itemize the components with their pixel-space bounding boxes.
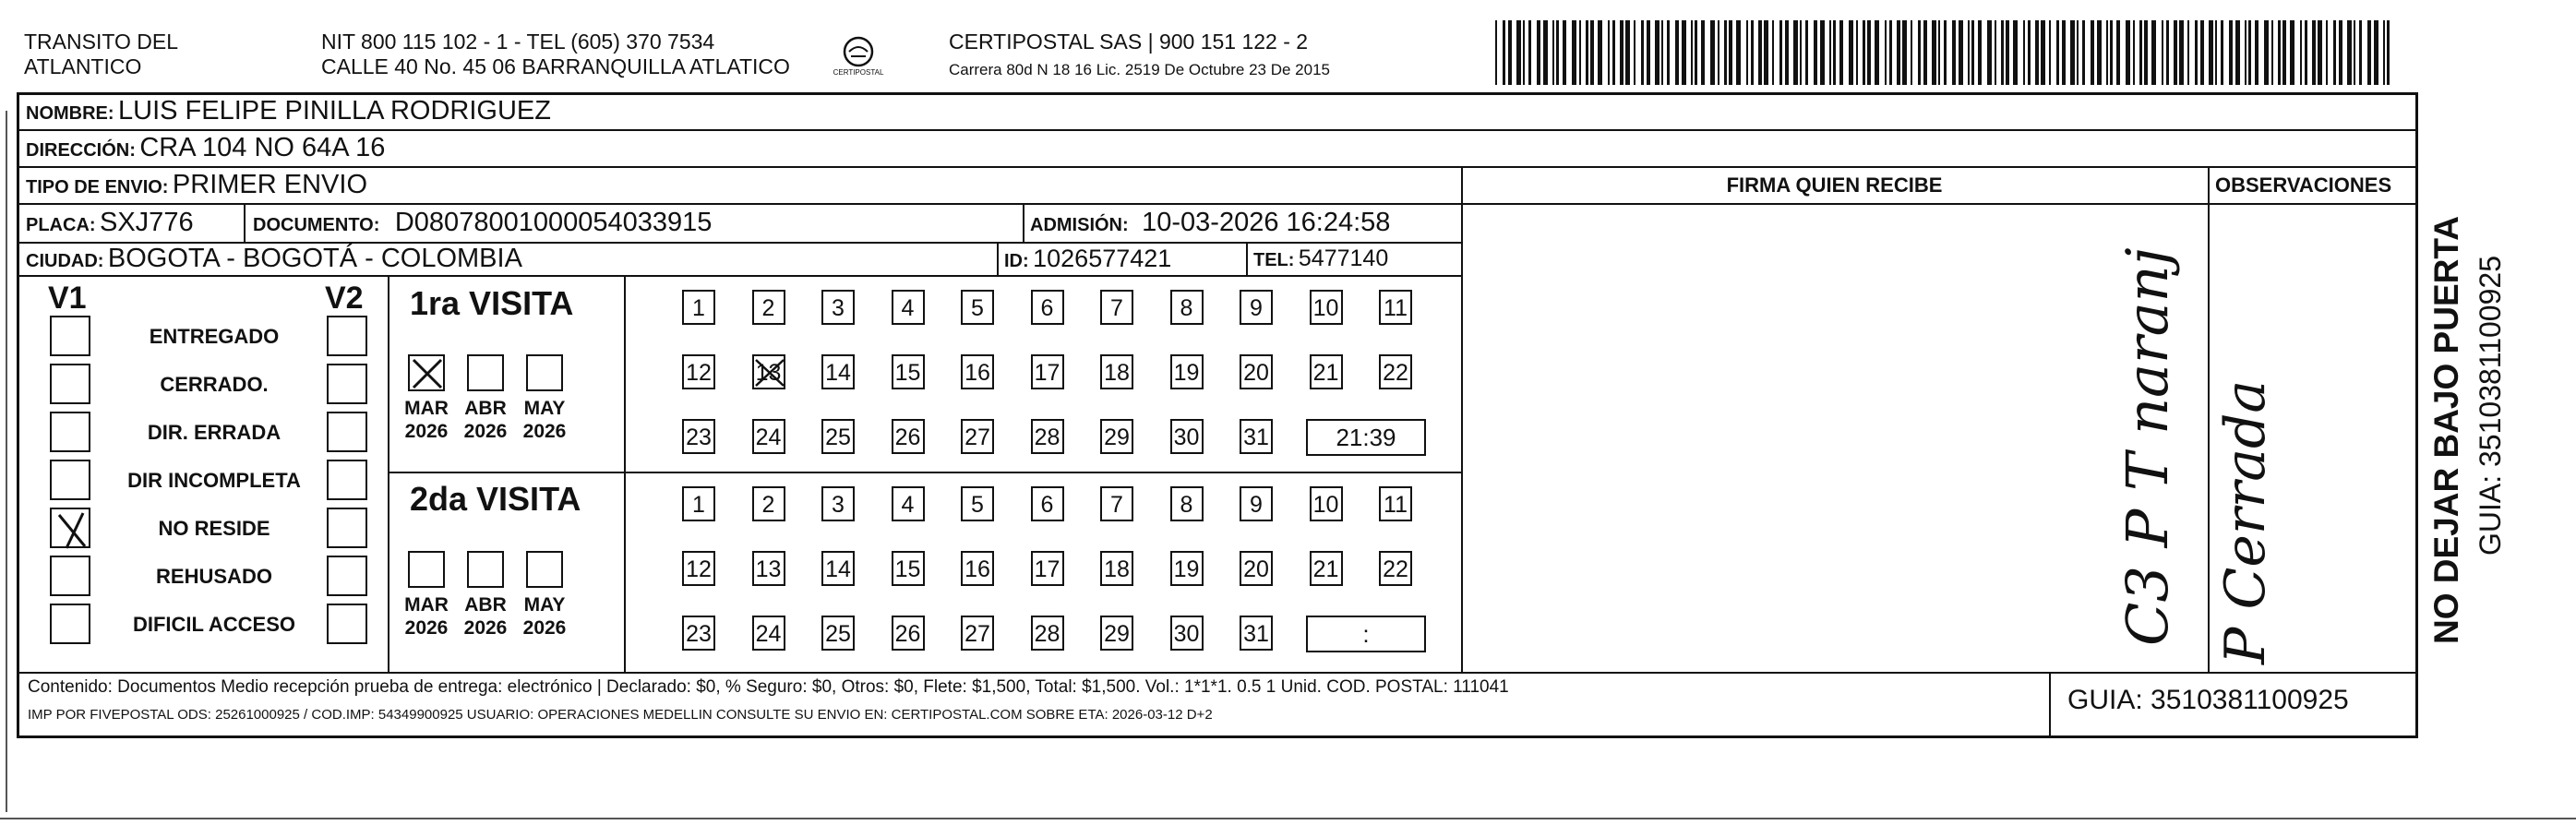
v2-checkbox[interactable]	[327, 508, 367, 548]
carrier-name: CERTIPOSTAL SAS | 900 151 122 - 2	[949, 30, 1309, 54]
guia-box: GUIA: 3510381100925	[2067, 685, 2349, 715]
barcode-bar	[2049, 20, 2051, 85]
month-year: 2026	[522, 421, 567, 442]
barcode-bar	[1856, 20, 1858, 85]
day-box[interactable]: 26	[892, 616, 925, 651]
barcode-bar	[2271, 20, 2273, 85]
placa-value: SXJ776	[100, 208, 194, 237]
day-box[interactable]: 22	[1379, 551, 1412, 586]
barcode-bar	[1641, 20, 1644, 85]
month-label	[401, 593, 452, 640]
first-visit-title: 1ra VISITA	[410, 284, 574, 322]
barcode-bar	[1608, 20, 1610, 85]
barcode-bar	[1758, 20, 1762, 85]
barcode-bar	[1537, 20, 1540, 85]
month-year: 2026	[463, 617, 508, 639]
barcode-bar	[2264, 20, 2269, 85]
v2-checkbox[interactable]	[327, 364, 367, 404]
barcode-bar	[1911, 20, 1912, 85]
v1-checkbox[interactable]	[50, 604, 90, 644]
barcode-bar	[2106, 20, 2108, 85]
v2-label: V2	[325, 281, 364, 316]
tipo-envio-label: TIPO DE ENVIO:	[26, 177, 169, 197]
x-mark-icon	[754, 356, 787, 391]
month-year: 2026	[404, 421, 449, 442]
no-dejar-warning: NO DEJAR BAJO PUERTA	[2427, 216, 2465, 644]
barcode-bar	[1944, 20, 1947, 85]
barcode-bar	[2077, 20, 2079, 85]
barcode-bar	[2347, 20, 2352, 85]
day-box[interactable]: 25	[821, 616, 855, 651]
barcode-bar	[1902, 20, 1907, 85]
barcode-bar	[1528, 20, 1531, 85]
barcode-bar	[2116, 20, 2120, 85]
month-label	[401, 397, 452, 443]
month-year: 2026	[522, 617, 567, 639]
barcode-bar	[1634, 20, 1635, 85]
barcode-bar	[1598, 20, 1602, 85]
barcode-bar	[2126, 20, 2130, 85]
ciudad-field	[26, 243, 522, 279]
time-box[interactable]: :	[1306, 616, 1426, 652]
day-box[interactable]: 28	[1031, 419, 1064, 454]
barcode-bar	[2179, 20, 2184, 85]
barcode	[1495, 20, 2400, 85]
barcode-bar	[1612, 20, 1615, 85]
barcode-bar	[1800, 20, 1802, 85]
v2-checkbox[interactable]	[327, 412, 367, 452]
v1-checkbox[interactable]	[50, 460, 90, 500]
barcode-bar	[1579, 20, 1581, 85]
day-box[interactable]: 21	[1310, 354, 1343, 389]
x-mark-icon	[52, 509, 92, 550]
barcode-bar	[2383, 20, 2385, 85]
barcode-bar	[1764, 20, 1768, 85]
direccion-value: CRA 104 NO 64A 16	[139, 133, 386, 162]
month-name: ABR	[464, 594, 507, 616]
id-field	[1004, 243, 1171, 279]
day-box[interactable]: 2	[752, 290, 785, 325]
month-year: 2026	[404, 617, 449, 639]
day-box[interactable]: 16	[961, 354, 994, 389]
status-label: NO RESIDE	[158, 517, 270, 540]
id-value: 1026577421	[1033, 245, 1172, 272]
day-box[interactable]: 4	[892, 486, 925, 521]
day-box[interactable]: 20	[1240, 551, 1273, 586]
day-box[interactable]: 12	[682, 551, 715, 586]
day-box[interactable]: 27	[961, 616, 994, 651]
day-box[interactable]: 17	[1031, 354, 1064, 389]
day-box[interactable]: 19	[1170, 354, 1204, 389]
tel-field	[1253, 243, 1388, 278]
barcode-bar	[2062, 20, 2066, 85]
signature-handwriting: C3 P T naranj	[2114, 247, 2181, 646]
day-box[interactable]: 18	[1100, 551, 1133, 586]
month-label	[460, 397, 511, 443]
barcode-bar	[1495, 20, 1497, 85]
barcode-bar	[1867, 20, 1871, 85]
day-box[interactable]: 29	[1100, 419, 1133, 454]
barcode-bar	[2367, 20, 2371, 85]
barcode-bar	[1691, 20, 1693, 85]
barcode-bar	[2278, 20, 2281, 85]
tel-label: TEL:	[1253, 250, 1295, 270]
tel-value: 5477140	[1298, 245, 1389, 271]
barcode-bar	[2339, 20, 2342, 85]
status-label: DIR. ERRADA	[147, 421, 282, 444]
barcode-bar	[2006, 20, 2009, 85]
admision-value: 10-03-2026 16:24:58	[1142, 208, 1391, 237]
barcode-bar	[2195, 20, 2198, 85]
barcode-bar	[1746, 20, 1748, 85]
day-box[interactable]: 10	[1310, 290, 1343, 325]
month-checkbox[interactable]	[408, 354, 445, 391]
barcode-bar	[2097, 20, 2102, 85]
day-box[interactable]: 31	[1240, 616, 1273, 651]
day-box[interactable]: 16	[961, 551, 994, 586]
barcode-bar	[2144, 20, 2148, 85]
barcode-bar	[1710, 20, 1715, 85]
v1-checkbox[interactable]	[50, 364, 90, 404]
month-checkbox[interactable]	[467, 551, 504, 588]
barcode-bar	[2133, 20, 2135, 85]
day-box[interactable]: 29	[1100, 616, 1133, 651]
barcode-bar	[2162, 20, 2163, 85]
firma-header: FIRMA QUIEN RECIBE	[1726, 173, 1943, 197]
day-box[interactable]: 30	[1170, 419, 1204, 454]
day-box[interactable]: 12	[682, 354, 715, 389]
barcode-bar	[2166, 20, 2169, 85]
month-name: MAR	[404, 594, 449, 616]
barcode-bar	[2359, 20, 2362, 85]
status-label: DIR INCOMPLETA	[127, 469, 301, 492]
barcode-bar	[2151, 20, 2156, 85]
day-box[interactable]: 24	[752, 419, 785, 454]
id-label: ID:	[1004, 251, 1029, 271]
v2-checkbox[interactable]	[327, 604, 367, 644]
barcode-bar	[1938, 20, 1940, 85]
barcode-bar	[1590, 20, 1594, 85]
barcode-bar	[1971, 20, 1974, 85]
day-box[interactable]: 15	[892, 354, 925, 389]
barcode-bar	[1849, 20, 1853, 85]
barcode-bar	[1772, 20, 1774, 85]
day-box[interactable]: 13	[752, 551, 785, 586]
second-visit-title: 2da VISITA	[410, 480, 581, 518]
tipo-envio-field	[26, 169, 367, 205]
day-box[interactable]: 17	[1031, 551, 1064, 586]
sender-name-line2: ATLANTICO	[24, 54, 142, 78]
barcode-bar	[2282, 20, 2286, 85]
barcode-bar	[1523, 20, 1525, 85]
month-checkbox[interactable]	[467, 354, 504, 391]
v2-checkbox[interactable]	[327, 460, 367, 500]
month-name: MAY	[523, 398, 566, 419]
barcode-bar	[2041, 20, 2045, 85]
v1-checkbox[interactable]	[50, 316, 90, 356]
barcode-bar	[1729, 20, 1732, 85]
barcode-bar	[1918, 20, 1921, 85]
barcode-bar	[1889, 20, 1892, 85]
barcode-bar	[2209, 20, 2213, 85]
day-box[interactable]: 3	[821, 290, 855, 325]
day-box[interactable]: 7	[1100, 290, 1133, 325]
barcode-bar	[1805, 20, 1808, 85]
day-box[interactable]: 1	[682, 486, 715, 521]
day-box[interactable]: 11	[1379, 486, 1412, 521]
barcode-bar	[1839, 20, 1843, 85]
v1-label: V1	[48, 281, 87, 316]
day-box[interactable]: 23	[682, 419, 715, 454]
barcode-bar	[2174, 20, 2177, 85]
barcode-bar	[1625, 20, 1630, 85]
day-box[interactable]: 11	[1379, 290, 1412, 325]
month-year: 2026	[463, 421, 508, 442]
barcode-bar	[2374, 20, 2378, 85]
day-box[interactable]: 28	[1031, 616, 1064, 651]
barcode-bar	[1932, 20, 1936, 85]
barcode-bar	[1897, 20, 1900, 85]
barcode-bar	[1736, 20, 1741, 85]
day-box[interactable]: 15	[892, 551, 925, 586]
day-box[interactable]: 26	[892, 419, 925, 454]
barcode-bar	[1923, 20, 1927, 85]
barcode-bar	[1701, 20, 1705, 85]
barcode-bar	[1959, 20, 1963, 85]
barcode-bar	[2023, 20, 2025, 85]
barcode-bar	[2082, 20, 2085, 85]
nombre-label: NOMBRE:	[26, 103, 114, 124]
barcode-bar	[1875, 20, 1879, 85]
status-label: CERRADO.	[160, 373, 269, 396]
barcode-bar	[1508, 20, 1512, 85]
day-box[interactable]: 7	[1100, 486, 1133, 521]
v2-checkbox[interactable]	[327, 556, 367, 596]
documento-field	[253, 207, 712, 243]
barcode-bar	[1675, 20, 1679, 85]
barcode-bar	[2056, 20, 2059, 85]
status-label: REHUSADO	[156, 565, 272, 588]
logo-text: CERTIPOSTAL	[833, 68, 884, 77]
barcode-bar	[1952, 20, 1956, 85]
barcode-bar	[2187, 20, 2189, 85]
tipo-envio-value: PRIMER ENVIO	[172, 170, 368, 199]
day-box[interactable]: 23	[682, 616, 715, 651]
ciudad-label: CIUDAD:	[26, 251, 104, 271]
barcode-bar	[1718, 20, 1719, 85]
barcode-bar	[2300, 20, 2302, 85]
barcode-bar	[1661, 20, 1663, 85]
barcode-bar	[1724, 20, 1727, 85]
day-box[interactable]: 2	[752, 486, 785, 521]
barcode-bar	[2200, 20, 2204, 85]
placa-label: PLACA:	[26, 215, 96, 235]
status-label: DIFICIL ACCESO	[132, 613, 295, 636]
barcode-bar	[1863, 20, 1865, 85]
barcode-bar	[1885, 20, 1887, 85]
placa-field	[26, 207, 194, 243]
day-box[interactable]: 10	[1310, 486, 1343, 521]
barcode-bar	[1751, 20, 1754, 85]
month-checkbox[interactable]	[526, 354, 563, 391]
v1-checkbox[interactable]	[50, 556, 90, 596]
day-box[interactable]: 5	[961, 486, 994, 521]
carrier-address: Carrera 80d N 18 16 Lic. 2519 De Octubre 23 De 2015	[949, 61, 1330, 78]
barcode-bar	[1968, 20, 1970, 85]
day-box[interactable]: 14	[821, 551, 855, 586]
month-name: ABR	[464, 398, 507, 419]
barcode-bar	[2001, 20, 2004, 85]
contenido-line: Contenido: Documentos Medio recepción prueba de entrega: electrónico | Declarado: $0, % Seguro: $0, Otros: $0, Flete: $1,500, Total: $1,500. Vol.: 1*1*1. 0.5 1 Unid. COD. POSTAL: 111041	[28, 677, 1509, 697]
day-box[interactable]: 3	[821, 486, 855, 521]
day-box[interactable]: 1	[682, 290, 715, 325]
x-mark-icon	[410, 356, 447, 393]
direccion-field	[26, 132, 385, 168]
imp-line: IMP POR FIVEPOSTAL ODS: 25261000925 / COD.IMP: 54349900925 USUARIO: OPERACIONES MEDELLIN CONSULTE SU ENVIO EN: CERTIPOSTAL.COM SOBRE ETA: 2026-03-12 D+2	[28, 707, 1213, 723]
sender-address: CALLE 40 No. 45 06 BARRANQUILLA ATLATICO	[321, 54, 790, 78]
day-box[interactable]: 24	[752, 616, 785, 651]
documento-label: DOCUMENTO:	[253, 215, 380, 235]
barcode-bar	[2354, 20, 2355, 85]
nombre-field	[26, 95, 551, 131]
barcode-bar	[1793, 20, 1798, 85]
ciudad-value: BOGOTA - BOGOTÁ - COLOMBIA	[107, 244, 522, 273]
day-box[interactable]: 20	[1240, 354, 1273, 389]
barcode-bar	[1586, 20, 1588, 85]
barcode-bar	[1978, 20, 1982, 85]
barcode-bar	[2110, 20, 2113, 85]
day-box[interactable]: 13	[752, 354, 785, 389]
time-box[interactable]: 21:39	[1306, 419, 1426, 456]
barcode-bar	[2305, 20, 2307, 85]
barcode-bar	[1682, 20, 1686, 85]
sender-nit: NIT 800 115 102 - 1 - TEL (605) 370 7534	[321, 30, 715, 54]
barcode-bar	[2139, 20, 2142, 85]
v1-checkbox[interactable]	[50, 412, 90, 452]
barcode-bar	[2035, 20, 2039, 85]
barcode-bar	[1647, 20, 1650, 85]
barcode-bar	[1552, 20, 1554, 85]
barcode-bar	[1995, 20, 1996, 85]
day-box[interactable]: 31	[1240, 419, 1273, 454]
documento-value: D08078001000054033915	[394, 208, 713, 237]
nombre-value: LUIS FELIPE PINILLA RODRIGUEZ	[118, 96, 551, 126]
month-name: MAY	[523, 594, 566, 616]
barcode-bar	[2091, 20, 2094, 85]
day-box[interactable]: 6	[1031, 290, 1064, 325]
month-name: MAR	[404, 398, 449, 419]
admision-label: ADMISIÓN:	[1030, 215, 1129, 235]
barcode-bar	[1563, 20, 1566, 85]
day-box[interactable]: 19	[1170, 551, 1204, 586]
admision-field	[1030, 207, 1390, 243]
barcode-bar	[1820, 20, 1825, 85]
barcode-bar	[2318, 20, 2322, 85]
month-label	[519, 397, 570, 443]
barcode-bar	[1814, 20, 1817, 85]
day-box[interactable]: 5	[961, 290, 994, 325]
day-box[interactable]: 18	[1100, 354, 1133, 389]
day-box[interactable]: 14	[821, 354, 855, 389]
barcode-bar	[1785, 20, 1789, 85]
month-label	[460, 593, 511, 640]
barcode-bar	[1503, 20, 1505, 85]
barcode-bar	[1829, 20, 1831, 85]
barcode-bar	[1779, 20, 1782, 85]
day-box[interactable]: 21	[1310, 551, 1343, 586]
observaciones-header: OBSERVACIONES	[2215, 173, 2392, 197]
barcode-bar	[1572, 20, 1576, 85]
barcode-bar	[1667, 20, 1670, 85]
barcode-bar	[2290, 20, 2294, 85]
barcode-bar	[2028, 20, 2031, 85]
barcode-bar	[1695, 20, 1697, 85]
side-guia: GUIA: 3510381100925	[2474, 256, 2507, 556]
month-checkbox[interactable]	[526, 551, 563, 588]
status-label: ENTREGADO	[149, 325, 280, 348]
day-box[interactable]: 8	[1170, 290, 1204, 325]
day-box[interactable]: 4	[892, 290, 925, 325]
barcode-bar	[2255, 20, 2258, 85]
barcode-bar	[2387, 20, 2390, 85]
barcode-bar	[2013, 20, 2018, 85]
day-box[interactable]: 25	[821, 419, 855, 454]
day-box[interactable]: 6	[1031, 486, 1064, 521]
day-box[interactable]: 30	[1170, 616, 1204, 651]
barcode-bar	[1833, 20, 1836, 85]
barcode-bar	[1620, 20, 1623, 85]
observation-handwriting: P Cerrada	[2213, 379, 2278, 664]
day-box[interactable]: 9	[1240, 290, 1273, 325]
sender-name-line1: TRANSITO DEL	[24, 30, 178, 54]
barcode-bar	[2245, 20, 2247, 85]
barcode-bar	[2215, 20, 2217, 85]
barcode-bar	[2070, 20, 2075, 85]
v1-checkbox[interactable]	[50, 508, 90, 548]
barcode-bar	[1655, 20, 1659, 85]
barcode-bar	[1543, 20, 1548, 85]
month-checkbox[interactable]	[408, 551, 445, 588]
month-label	[519, 593, 570, 640]
barcode-bar	[1516, 20, 1521, 85]
barcode-bar	[1987, 20, 1992, 85]
barcode-bar	[1556, 20, 1559, 85]
barcode-bar	[2221, 20, 2223, 85]
day-box[interactable]: 27	[961, 419, 994, 454]
barcode-bar	[2235, 20, 2240, 85]
day-box[interactable]: 22	[1379, 354, 1412, 389]
barcode-bar	[2229, 20, 2233, 85]
certipostal-logo	[834, 33, 882, 81]
day-box[interactable]: 8	[1170, 486, 1204, 521]
barcode-bar	[2326, 20, 2328, 85]
barcode-bar	[2333, 20, 2336, 85]
v2-checkbox[interactable]	[327, 316, 367, 356]
direccion-label: DIRECCIÓN:	[26, 140, 136, 161]
day-box[interactable]: 9	[1240, 486, 1273, 521]
barcode-bar	[2312, 20, 2316, 85]
barcode-bar	[2248, 20, 2251, 85]
